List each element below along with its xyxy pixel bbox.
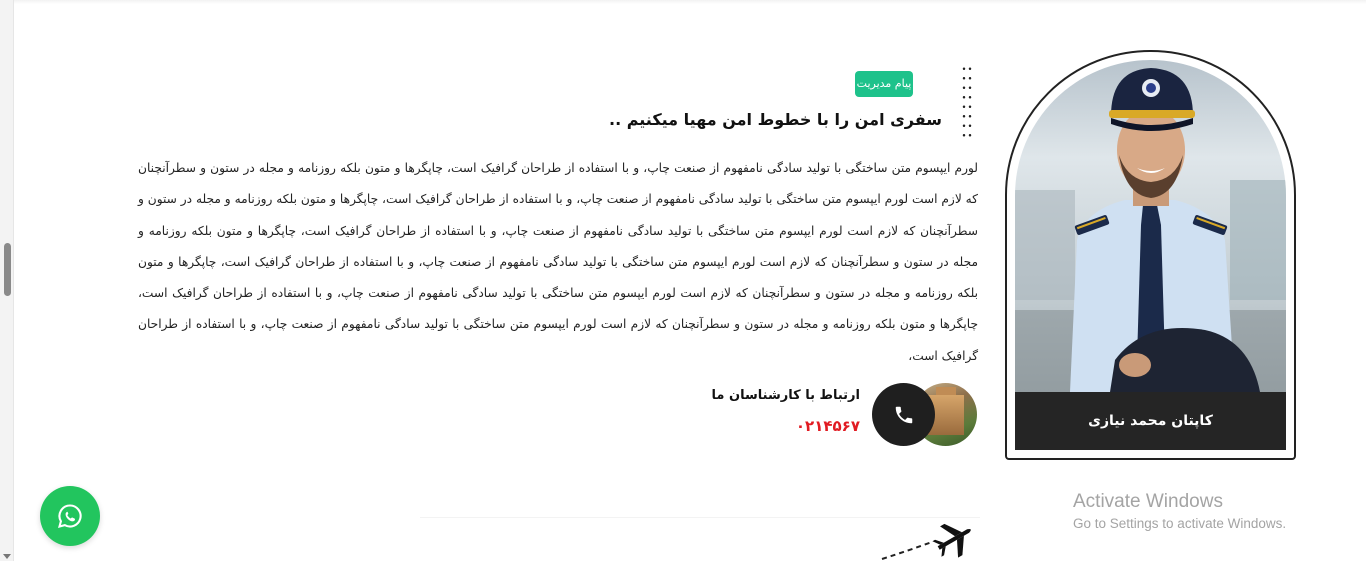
scrollbar-thumb[interactable]: [4, 243, 11, 296]
header-shadow: [14, 0, 1366, 4]
whatsapp-icon: [56, 502, 84, 530]
section-title: سفری امن را با خطوط امن مهیا میکنیم ..: [609, 110, 942, 129]
windows-watermark-subtitle: Go to Settings to activate Windows.: [1073, 516, 1287, 531]
captain-card: [1005, 50, 1296, 460]
whatsapp-button[interactable]: [40, 486, 100, 546]
contact-label: ارتباط با کارشناسان ما: [711, 388, 860, 403]
phone-icon: [893, 404, 915, 426]
airplane-icon: [880, 512, 980, 561]
captain-photo: [1015, 60, 1286, 450]
windows-watermark-title: Activate Windows: [1073, 491, 1223, 512]
contact-phone-number[interactable]: ۰۲۱۴۵۶۷: [795, 417, 860, 435]
dots-decoration-icon: [961, 64, 973, 140]
call-button[interactable]: [872, 383, 935, 446]
scroll-down-arrow-icon[interactable]: [3, 554, 11, 559]
section-badge: پیام مدیریت: [855, 71, 913, 97]
page-scrollbar[interactable]: [0, 0, 14, 561]
captain-name: کاپتان محمد نیازی: [1015, 392, 1286, 450]
section-body-text: لورم ایپسوم متن ساختگی با تولید سادگی نامفهوم از صنعت چاپ، و با استفاده از طراحان گرافیک است، چاپگرها و متون بلکه روزنامه و مجله در ستون و سطرآنچنان که لازم است لورم ایپسوم متن ساختگی با تولید سادگی نامفهوم از صنعت چاپ، و با استفاده از طراحان گرافیک است، چاپگرها و متون بلکه روزنامه و مجله در ستون و سطرآنچنان که لازم است لورم ایپسوم متن ساختگی با تولید سادگی نامفهوم از صنعت چاپ، و با استفاده از طراحان گرافیک است، چاپگرها و متون بلکه روزنامه و مجله در ستون و سطرآنچنان که لازم است لورم ایپسوم متن ساختگی با تولید سادگی نامفهوم از صنعت چاپ، و با استفاده از طراحان گرافیک است، چاپگرها و متون بلکه روزنامه و مجله در ستون و سطرآنچنان که لازم است لورم ایپسوم متن ساختگی با تولید سادگی نامفهوم از صنعت چاپ، و با استفاده از طراحان گرافیک است، چاپگرها و متون بلکه روزنامه و مجله در ستون و سطرآنچنان که لازم است لورم ایپسوم متن ساختگی با تولید سادگی نامفهوم از صنعت چاپ، و با استفاده از طراحان گرافیک است،: [138, 161, 978, 363]
